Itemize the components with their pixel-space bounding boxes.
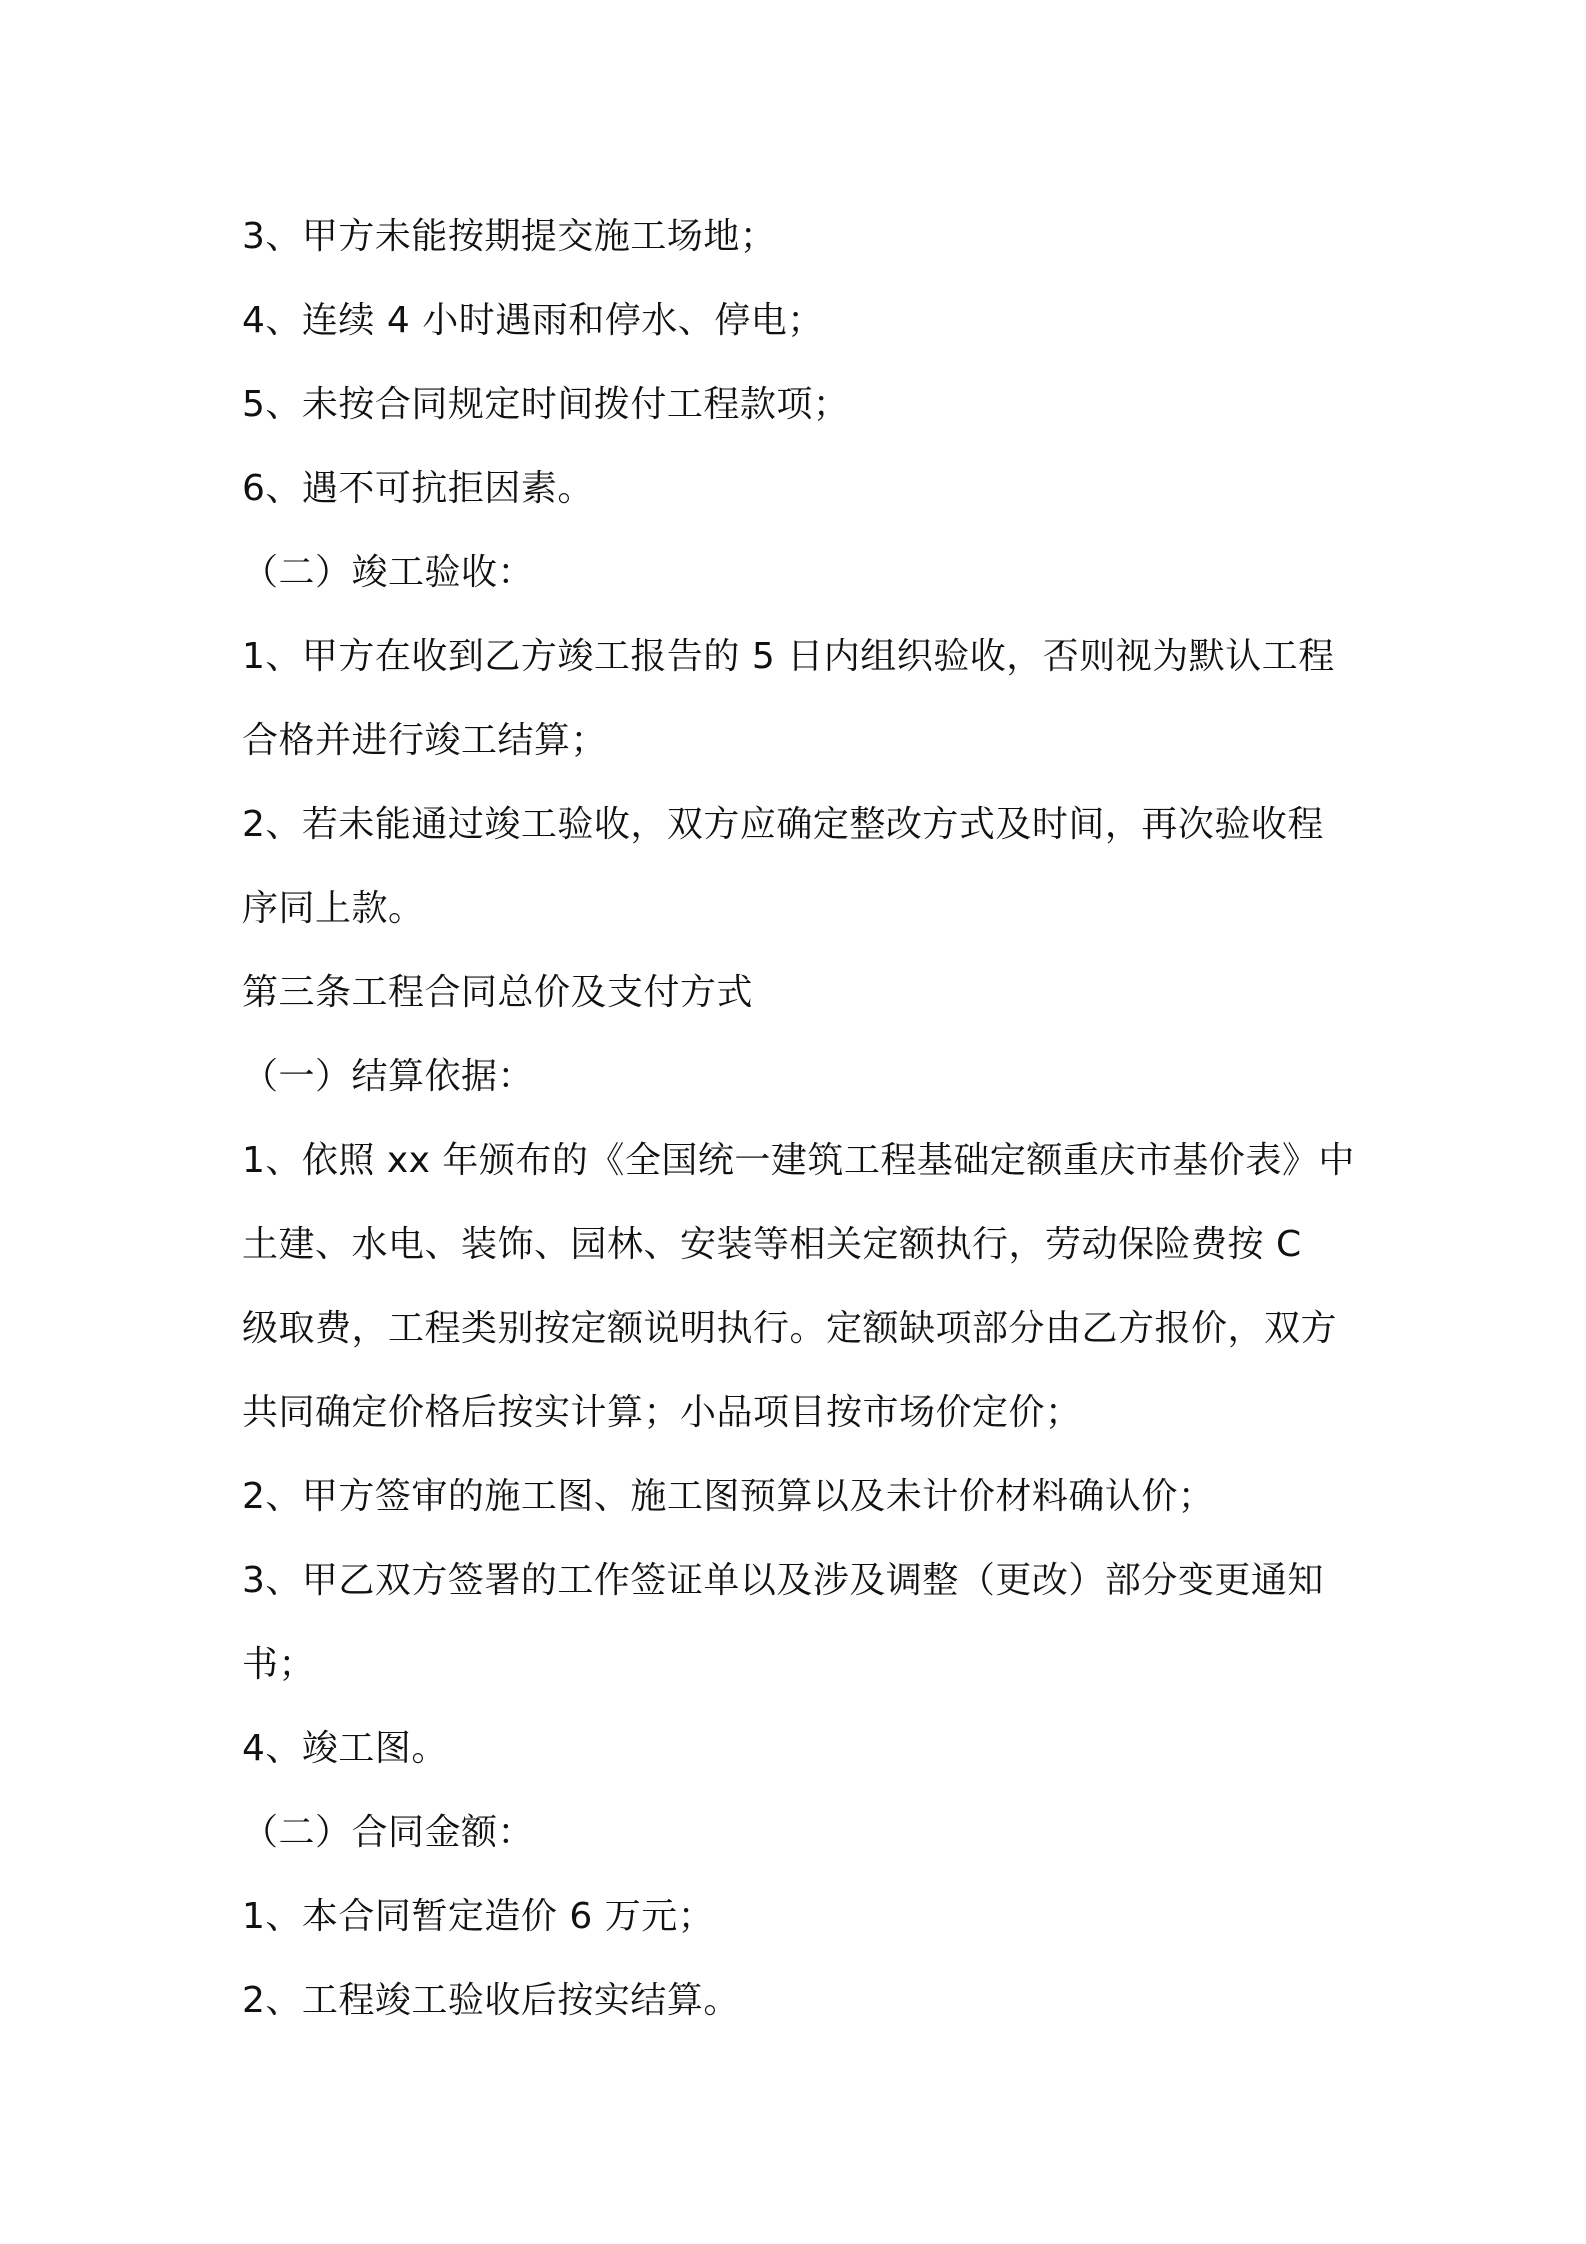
paragraph-amount-1: 1、本合同暂定造价 6 万元； (242, 1896, 715, 1937)
paragraph-acceptance-1-line-2: 合格并进行竣工结算； (242, 720, 608, 761)
paragraph-amount-2: 2、工程竣工验收后按实结算。 (242, 1980, 740, 2021)
paragraph-basis-2: 2、甲方签审的施工图、施工图预算以及未计价材料确认价； (242, 1476, 1215, 1517)
section-heading-contract-amount: （二）合同金额： (242, 1812, 535, 1853)
paragraph-acceptance-2-line-1: 2、若未能通过竣工验收，双方应确定整改方式及时间，再次验收程 (242, 804, 1324, 845)
paragraph-basis-1-line-4: 共同确定价格后按实计算；小品项目按市场价定价； (242, 1392, 1082, 1433)
list-item-3-site-handover: 3、甲方未能按期提交施工场地； (242, 216, 777, 257)
list-item-5-payment-delay: 5、未按合同规定时间拨付工程款项； (242, 384, 850, 425)
paragraph-basis-1-line-3: 级取费，工程类别按定额说明执行。定额缺项部分由乙方报价，双方 (242, 1308, 1338, 1349)
paragraph-basis-1-line-1: 1、依照 xx 年颁布的《全国统一建筑工程基础定额重庆市基价表》中 (242, 1140, 1355, 1181)
list-item-6-force-majeure: 6、遇不可抗拒因素。 (242, 468, 594, 509)
paragraph-basis-3-line-1: 3、甲乙双方签署的工作签证单以及涉及调整（更改）部分变更通知 (242, 1560, 1324, 1601)
section-heading-settlement-basis: （一）结算依据： (242, 1056, 535, 1097)
section-heading-completion-acceptance: （二）竣工验收： (242, 552, 535, 593)
document-body (242, 195, 1355, 2043)
article-heading-contract-price: 第三条工程合同总价及支付方式 (242, 972, 754, 1013)
paragraph-basis-1-line-2: 土建、水电、装饰、园林、安装等相关定额执行，劳动保险费按 C (242, 1224, 1302, 1265)
list-item-4-rain-outage: 4、连续 4 小时遇雨和停水、停电； (242, 300, 824, 341)
paragraph-acceptance-2-line-2: 序同上款。 (242, 888, 425, 929)
paragraph-basis-3-line-2: 书； (242, 1644, 316, 1685)
paragraph-basis-4: 4、竣工图。 (242, 1728, 448, 1769)
paragraph-acceptance-1-line-1: 1、甲方在收到乙方竣工报告的 5 日内组织验收，否则视为默认工程 (242, 636, 1335, 677)
